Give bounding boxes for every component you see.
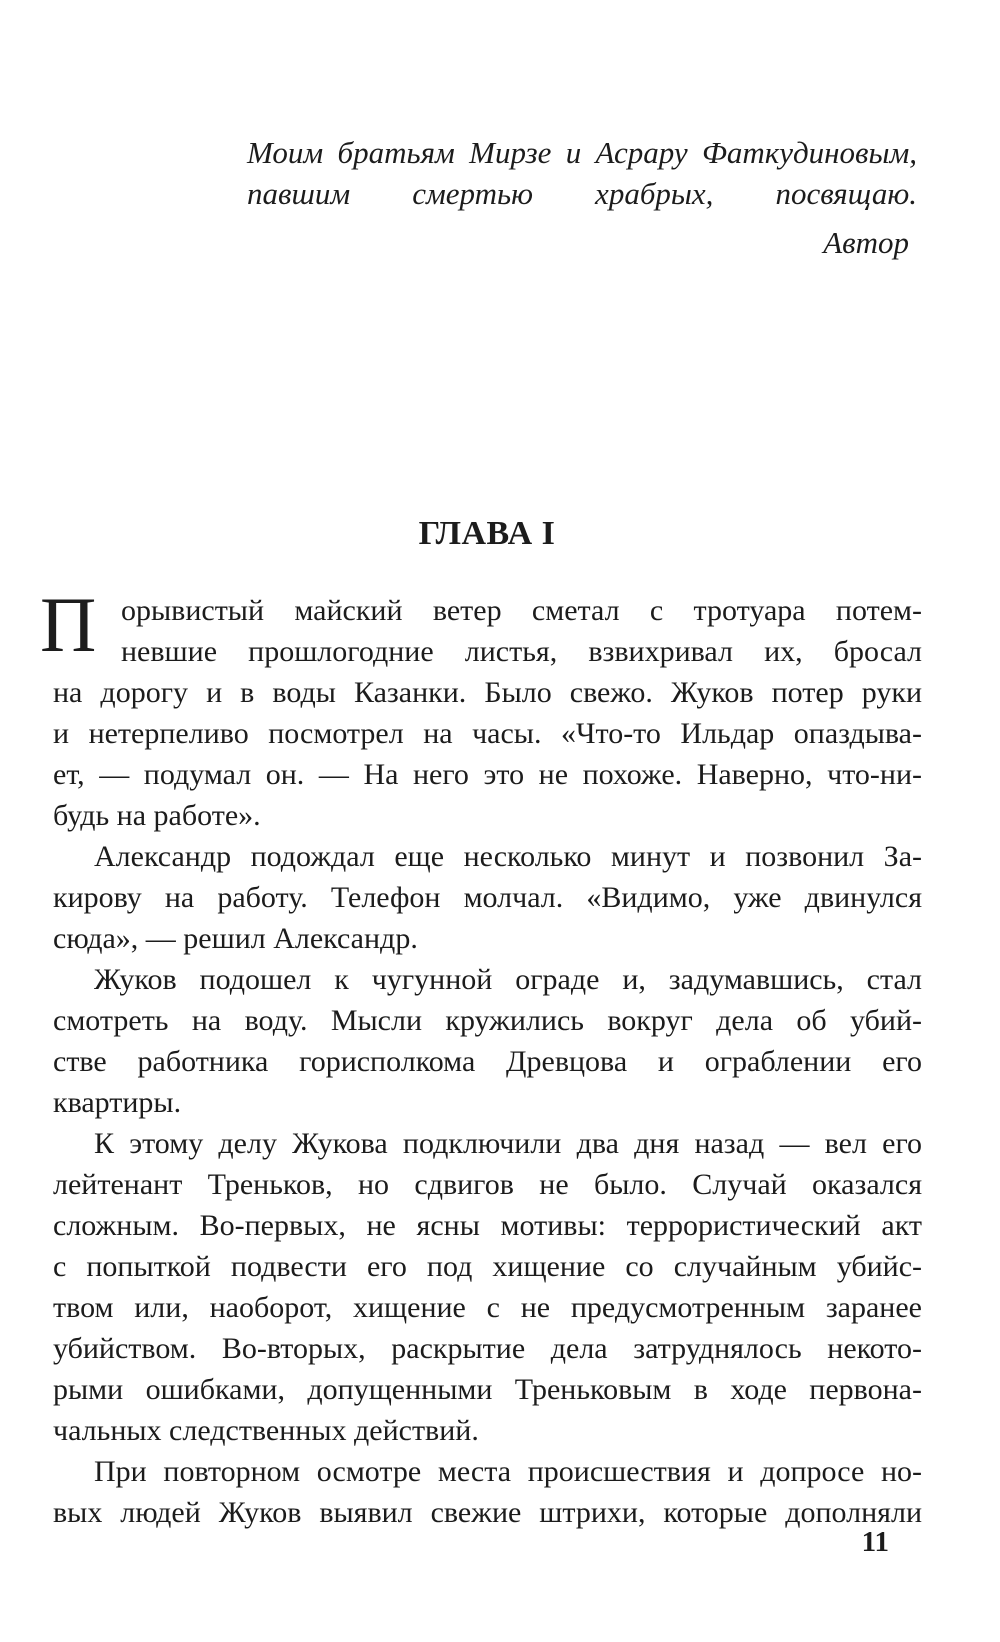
text-line: лейтенант Треньков, но сдвигов не было. Случай оказался (53, 1168, 922, 1201)
chapter-title: ГЛАВА I (418, 515, 556, 552)
text-line: Александр подождал еще несколько минут и позвонил За- (94, 840, 922, 873)
text-line: орывистый майский ветер сметал с тротуара потем- (121, 594, 922, 627)
epigraph-line: павшим смертью храбрых, посвящаю. (247, 176, 917, 211)
paragraph (53, 590, 922, 836)
text-line: будь на работе». (53, 799, 261, 832)
text-line: рыми ошибками, допущенными Треньковым в ходе первона- (53, 1373, 922, 1406)
text-line: и нетерпеливо посмотрел на часы. «Что-то Ильдар опаздыва- (53, 717, 922, 750)
text-line: смотреть на воду. Мысли кружились вокруг дела об убий- (53, 1004, 922, 1037)
paragraph (53, 1451, 922, 1533)
epigraph-signature: Автор (823, 225, 909, 260)
epigraph (247, 131, 917, 264)
text-line: стве работника горисполкома Древцова и ограблении его (53, 1045, 922, 1078)
text-line: сложным. Во-первых, не ясны мотивы: террористический акт (53, 1209, 922, 1242)
paragraph (53, 836, 922, 959)
text-line: К этому делу Жукова подключили два дня назад — вел его (94, 1127, 922, 1160)
text-line: с попыткой подвести его под хищение со случайным убийс- (53, 1250, 922, 1283)
drop-cap: П (40, 581, 97, 668)
text-line: убийством. Во-вторых, раскрытие дела затруднялось некото- (53, 1332, 922, 1365)
text-line: При повторном осмотре места происшествия и допросе но- (94, 1455, 922, 1488)
text-line: на дорогу и в воды Казанки. Было свежо. Жуков потер руки (53, 676, 922, 709)
text-line: кирову на работу. Телефон молчал. «Видимо, уже двинулся (53, 881, 922, 914)
paragraph (53, 1123, 922, 1451)
page-number: 11 (861, 1526, 889, 1558)
text-line: твом или, наоборот, хищение с не предусмотренным заранее (53, 1291, 922, 1324)
epigraph-line: Моим братьям Мирзе и Асрару Фаткудиновым, (247, 135, 917, 170)
text-line: сюда», — решил Александр. (53, 922, 418, 955)
paragraph (53, 959, 922, 1123)
text-line: ет, — подумал он. — На него это не похоже. Наверно, что-ни- (53, 758, 922, 791)
body-text (53, 590, 922, 1533)
text-line: чальных следственных действий. (53, 1414, 479, 1447)
text-line: Жуков подошел к чугунной ограде и, задумавшись, стал (94, 963, 922, 996)
text-line: невшие прошлогодние листья, взвихривал их, бросал (121, 635, 922, 668)
text-line: вых людей Жуков выявил свежие штрихи, которые дополняли (53, 1496, 922, 1529)
text-line: квартиры. (53, 1086, 182, 1119)
